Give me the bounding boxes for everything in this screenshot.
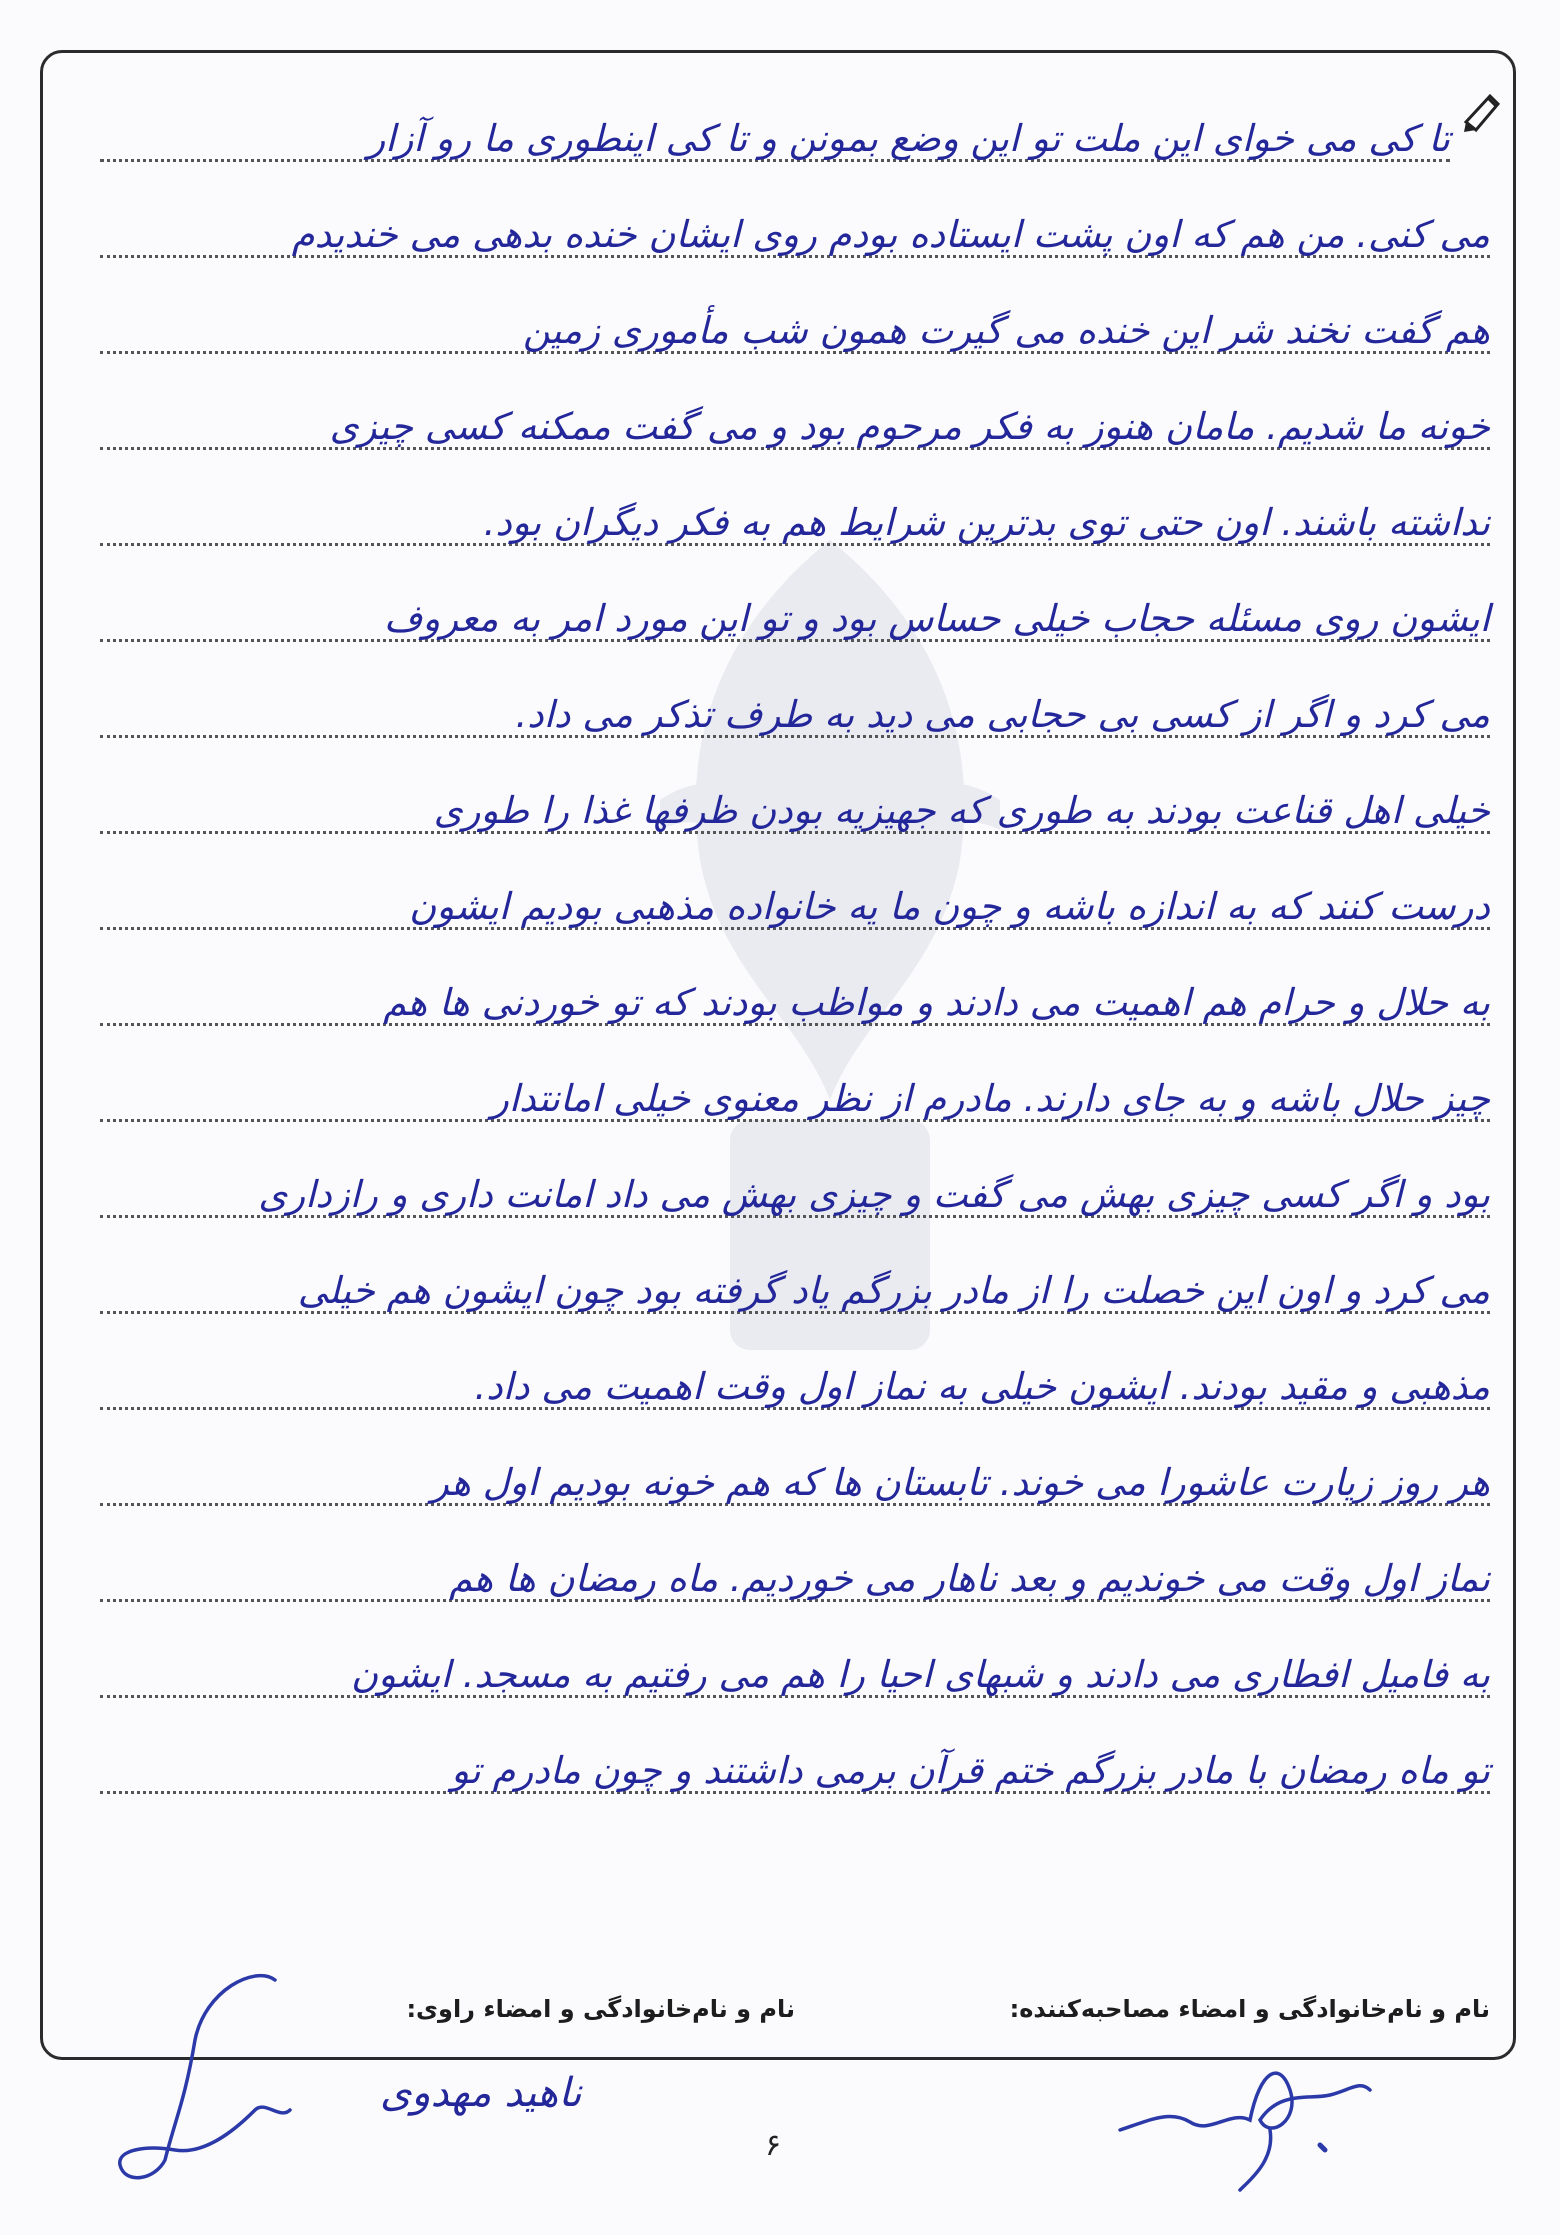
text-line [100,176,1490,272]
handwritten-text: بود و اگر کسی چیزی بهش می گفت و چیزی بهش می داد امانت داری و رازداری [258,1173,1490,1216]
handwritten-text: می کرد و اگر از کسی بی حجابی می دید به طرف تذکر می داد. [515,693,1490,736]
handwritten-text: به فامیل افطاری می دادند و شبهای احیا را هم می رفتیم به مسجد. ایشون [350,1653,1490,1696]
text-line [100,560,1490,656]
text-line [100,1136,1490,1232]
handwritten-text: خونه ما شدیم. مامان هنوز به فکر مرحوم بود و می گفت ممکنه کسی چیزی [329,405,1490,448]
handwritten-text: تا کی می خوای این ملت تو این وضع بمونن و تا کی اینطوری ما رو آزار [367,117,1450,160]
handwritten-text: درست کنند که به اندازه باشه و چون ما یه خانواده مذهبی بودیم ایشون [409,885,1490,928]
handwritten-text: نماز اول وقت می خوندیم و بعد ناهار می خوردیم. ماه رمضان ها هم [449,1557,1490,1600]
text-line [100,272,1490,368]
pen-writing-icon [1462,92,1504,134]
text-line [100,80,1450,176]
narrator-label: نام و نام‌خانوادگی و امضاء راوی: [406,1995,795,2023]
handwritten-text: تو ماه رمضان با مادر بزرگم ختم قرآن برمی داشتند و چون مادرم تو [451,1749,1490,1792]
text-line [100,1712,1490,1808]
text-line [100,464,1490,560]
narrator-signature [105,1960,305,2190]
handwritten-text: هم گفت نخند شر این خنده می گیرت همون شب مأموری زمین [522,309,1490,352]
text-line [100,1328,1490,1424]
interviewer-signature [1110,2050,1390,2200]
text-line [100,656,1490,752]
narrator-name-handwritten: ناهید مهدوی [380,2070,582,2116]
handwritten-text: می کرد و اون این خصلت را از مادر بزرگم یاد گرفته بود چون ایشون هم خیلی [297,1269,1490,1312]
interviewer-label: نام و نام‌خانوادگی و امضاء مصاحبه‌کننده: [1009,1995,1490,2023]
handwritten-text: نداشته باشند. اون حتی توی بدترین شرایط هم به فکر دیگران بود. [483,501,1490,544]
handwritten-text: می کنی. من هم که اون پشت ایستاده بودم روی ایشان خنده بدهی می خندیدم [291,213,1490,256]
text-line [100,1232,1490,1328]
handwritten-text: مذهبی و مقید بودند. ایشون خیلی به نماز اول وقت اهمیت می داد. [474,1365,1490,1408]
handwritten-text: هر روز زیارت عاشورا می خوند. تابستان ها که هم خونه بودیم اول هر [430,1461,1490,1504]
page-number: ۶ [765,2128,782,2163]
handwritten-text: چیز حلال باشه و به جای دارند. مادرم از نظر معنوی خیلی امانتدار [490,1077,1490,1120]
text-line [100,1040,1490,1136]
text-line [100,1616,1490,1712]
text-line [100,1520,1490,1616]
text-line [100,848,1490,944]
text-line [100,944,1490,1040]
handwritten-text: ایشون روی مسئله حجاب خیلی حساس بود و تو این مورد امر به معروف [384,597,1490,640]
text-line [100,368,1490,464]
handwritten-text: خیلی اهل قناعت بودند به طوری که جهیزیه بودن ظرفها غذا را طوری [433,789,1490,832]
handwritten-text: به حلال و حرام هم اهمیت می دادند و مواظب بودند که تو خوردنی ها هم [383,981,1490,1024]
text-line [100,1424,1490,1520]
text-line [100,752,1490,848]
